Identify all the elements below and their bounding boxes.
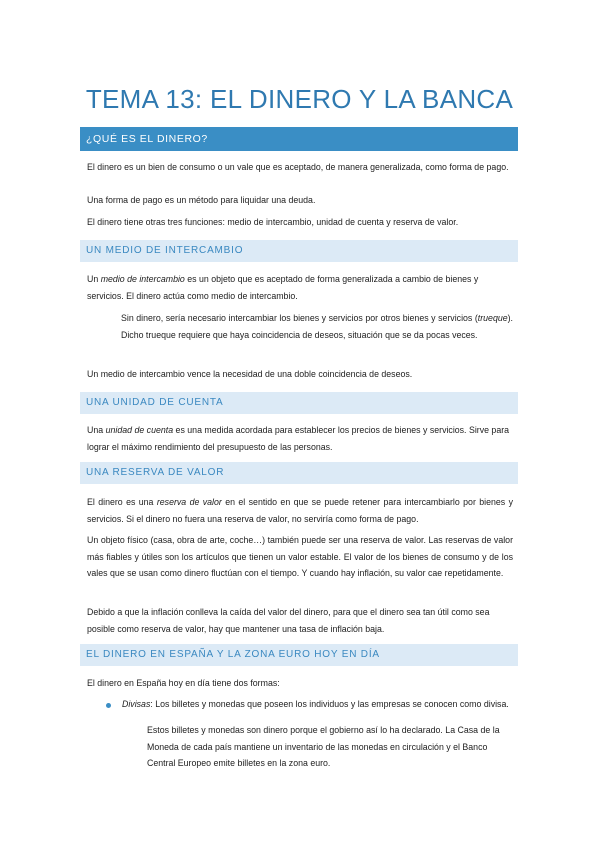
emphasis-term: Divisas xyxy=(122,699,151,709)
paragraph-definition: El dinero es un bien de consumo o un vale que es aceptado, de manera generalizada, como forma de pago. xyxy=(87,162,509,172)
bullet-icon xyxy=(106,703,111,708)
emphasis-term: unidad de cuenta xyxy=(105,425,174,435)
section-heading-medio-de-intercambio: UN MEDIO DE INTERCAMBIO xyxy=(80,240,518,262)
list-item-divisas: Divisas: Los billetes y monedas que poseen los individuos y las empresas se conocen como divisa. xyxy=(122,699,509,709)
emphasis-term: reserva de valor xyxy=(156,497,222,507)
page-title: TEMA 13: EL DINERO Y LA BANCA xyxy=(85,84,514,114)
paragraph-doble-coincidencia: Un medio de intercambio vence la necesidad de una doble coincidencia de deseos. xyxy=(87,369,413,379)
emphasis-term: medio de intercambio xyxy=(100,274,185,284)
paragraph-objeto-fisico: Un objeto físico (casa, obra de arte, coche…) también puede ser una reserva de valor. Las reservas de valor más fiables y útiles son los artículos que tienen un valor estable. El valor de los bienes de consumo y de los vales que se usan como dinero fluctúan con el tiempo. Y cuando hay inflación, su valor cae repetidamente. xyxy=(87,535,513,578)
paragraph-billetes-monedas: Estos billetes y monedas son dinero porque el gobierno así lo ha declarado. La Casa de la Moneda de cada país mantiene un inventario de las monedas en circulación y el Banco Central Europeo emite billetes en la zona euro. xyxy=(147,725,500,768)
paragraph-medio-intercambio: Un medio de intercambio es un objeto que es aceptado de forma generalizada a cambio de bienes y servicios. El dinero actúa como medio de intercambio. xyxy=(87,274,479,301)
paragraph-funciones: El dinero tiene otras tres funciones: medio de intercambio, unidad de cuenta y reserva de valor. xyxy=(87,217,459,227)
section-heading-dinero-espana: EL DINERO EN ESPAÑA Y LA ZONA EURO HOY EN DÍA xyxy=(80,644,518,666)
paragraph-forma-de-pago: Una forma de pago es un método para liquidar una deuda. xyxy=(87,195,316,205)
section-heading-reserva-de-valor: UNA RESERVA DE VALOR xyxy=(80,462,518,484)
paragraph-unidad-cuenta: Una unidad de cuenta es una medida acordada para establecer los precios de bienes y servicios. Sirve para lograr el máximo rendimiento del presupuesto de las personas. xyxy=(87,425,510,452)
section-heading-que-es-el-dinero: ¿QUÉ ES EL DINERO? xyxy=(80,127,518,151)
emphasis-term: trueque xyxy=(477,313,508,323)
paragraph-dos-formas: El dinero en España hoy en día tiene dos formas: xyxy=(87,678,280,688)
paragraph-inflacion: Debido a que la inflación conlleva la caída del valor del dinero, para que el dinero sea tan útil como sea posible como reserva de valor, hay que mantener una tasa de inflación baja. xyxy=(87,607,490,634)
paragraph-reserva-valor: El dinero es una reserva de valor en el sentido en que se puede retener para intercambiarlo por bienes y servicios. Si el dinero no fuera una reserva de valor, no serviría como forma de pago. xyxy=(87,497,513,524)
paragraph-trueque: Sin dinero, sería necesario intercambiar los bienes y servicios por otros bienes y servicios (trueque). Dicho trueque requiere que haya coincidencia de deseos, situación que se da pocas veces. xyxy=(121,313,513,340)
section-heading-unidad-de-cuenta: UNA UNIDAD DE CUENTA xyxy=(80,392,518,414)
